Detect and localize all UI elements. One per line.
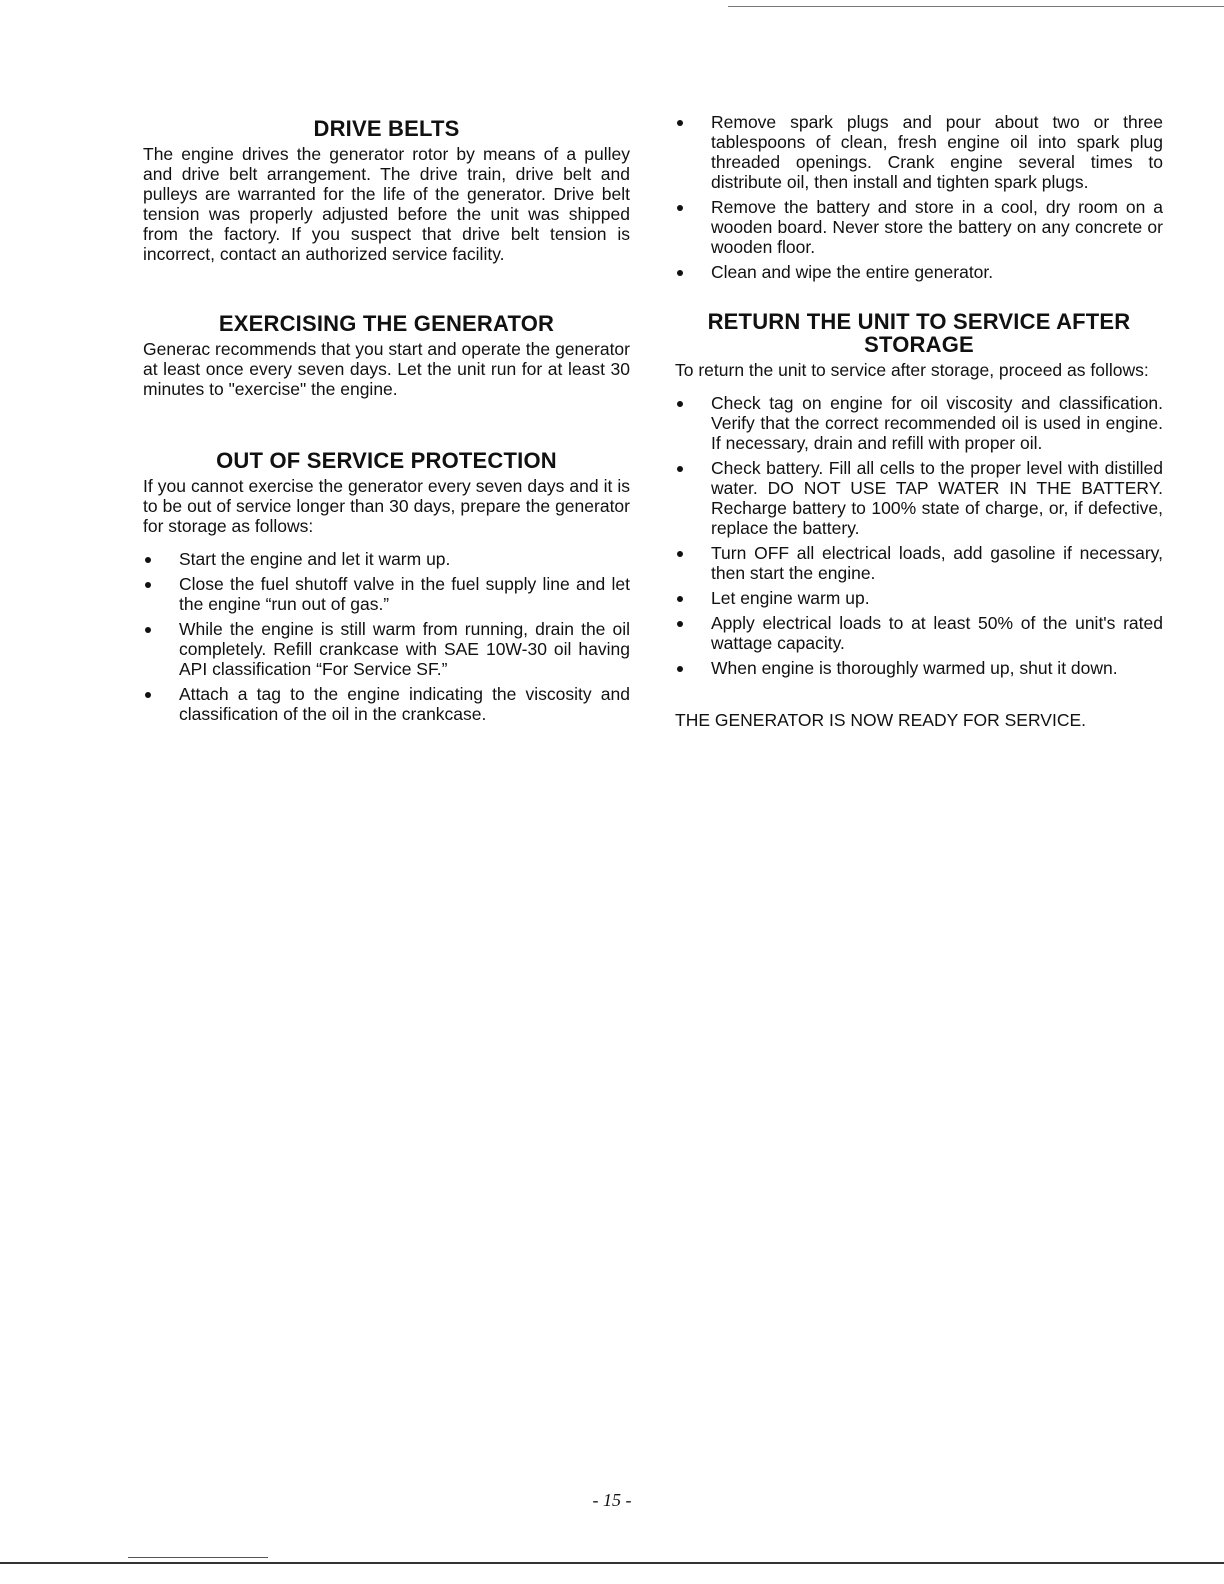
list-item (143, 574, 630, 614)
list-item (675, 393, 1163, 453)
list-item (143, 549, 630, 569)
exercising-body: Generac recommends that you start and operate the generator at least once every seven days. Let the unit run for at least 30 minutes to "exercise" the engine. (143, 339, 630, 399)
return-to-service-list (675, 393, 1163, 678)
drive-belts-section (143, 117, 630, 264)
bullet-icon (145, 627, 151, 633)
list-item (143, 619, 630, 679)
bullet-icon (677, 596, 683, 602)
list-item (675, 112, 1163, 192)
list-item-text: Clean and wipe the entire generator. (711, 262, 994, 282)
list-item (143, 684, 630, 724)
list-item-text: Start the engine and let it warm up. (179, 549, 451, 569)
return-to-service-intro: To return the unit to service after storage, proceed as follows: (675, 360, 1149, 380)
page-number: - 15 - (592, 1490, 632, 1510)
bullet-icon (677, 621, 683, 627)
out-of-service-list (143, 549, 630, 724)
list-item-text: Check tag on engine for oil viscosity and classification. Verify that the correct recommended oil is used in engine. If necessary, drain and refill with proper oil. (711, 393, 1163, 453)
list-item-text: When engine is thoroughly warmed up, shut it down. (711, 658, 1118, 678)
list-item (675, 458, 1163, 538)
list-item-text: Check battery. Fill all cells to the proper level with distilled water. DO NOT USE TAP WATER IN THE BATTERY. Recharge battery to 100% state of charge, or, if defective, replace the battery. (711, 458, 1163, 538)
top-rule (728, 6, 1224, 7)
return-to-service-section (675, 310, 1163, 730)
list-item (675, 543, 1163, 583)
bullet-icon (677, 205, 683, 211)
bullet-icon (677, 666, 683, 672)
list-item (675, 613, 1163, 653)
bullet-icon (677, 551, 683, 557)
list-item (675, 588, 1163, 608)
out-of-service-intro: If you cannot exercise the generator every seven days and it is to be out of service longer than 30 days, prepare the generator for storage as follows: (143, 476, 630, 536)
bottom-short-rule (128, 1557, 268, 1558)
left-column (143, 112, 630, 729)
bullet-icon (145, 557, 151, 563)
list-item (675, 658, 1163, 678)
storage-continued-list (675, 112, 1163, 282)
bullet-icon (677, 120, 683, 126)
list-item-text: Close the fuel shutoff valve in the fuel supply line and let the engine “run out of gas.” (179, 574, 630, 614)
bottom-rule (0, 1562, 1224, 1564)
right-column (675, 112, 1163, 730)
bullet-icon (145, 582, 151, 588)
list-item-text: Attach a tag to the engine indicating the viscosity and classification of the oil in the crankcase. (179, 684, 630, 724)
bullet-icon (677, 401, 683, 407)
list-item (675, 262, 1163, 282)
heading-line-1: RETURN THE UNIT TO SERVICE AFTER (707, 309, 1131, 334)
exercising-section (143, 312, 630, 399)
list-item-text: Let engine warm up. (711, 588, 870, 608)
drive-belts-body: The engine drives the generator rotor by means of a pulley and drive belt arrangement. The drive train, drive belt and pulleys are warranted for the life of the generator. Drive belt tension was properly adjusted before the unit was shipped from the factory. If you suspect that drive belt tension is incorrect, contact an authorized service facility. (143, 144, 630, 264)
return-to-service-heading (675, 310, 1163, 356)
list-item-text: Turn OFF all electrical loads, add gasoline if necessary, then start the engine. (711, 543, 1163, 583)
out-of-service-heading: OUT OF SERVICE PROTECTION (216, 448, 557, 473)
bullet-icon (145, 692, 151, 698)
heading-line-2: STORAGE (864, 332, 974, 357)
list-item-text: Apply electrical loads to at least 50% of the unit's rated wattage capacity. (711, 613, 1163, 653)
bullet-icon (677, 270, 683, 276)
ready-for-service-note: THE GENERATOR IS NOW READY FOR SERVICE. (675, 710, 1086, 730)
list-item-text: Remove spark plugs and pour about two or three tablespoons of clean, fresh engine oil into spark plug threaded openings. Crank engine several times to distribute oil, then install and tighten spark plugs. (711, 112, 1163, 192)
list-item-text: Remove the battery and store in a cool, dry room on a wooden board. Never store the battery on any concrete or wooden floor. (711, 197, 1163, 257)
exercising-heading: EXERCISING THE GENERATOR (218, 311, 555, 336)
drive-belts-heading: DRIVE BELTS (313, 116, 460, 141)
list-item-text: While the engine is still warm from running, drain the oil completely. Refill crankcase with SAE 10W-30 oil having API classification “For Service SF.” (179, 619, 630, 679)
bullet-icon (677, 466, 683, 472)
list-item (675, 197, 1163, 257)
out-of-service-section (143, 449, 630, 724)
